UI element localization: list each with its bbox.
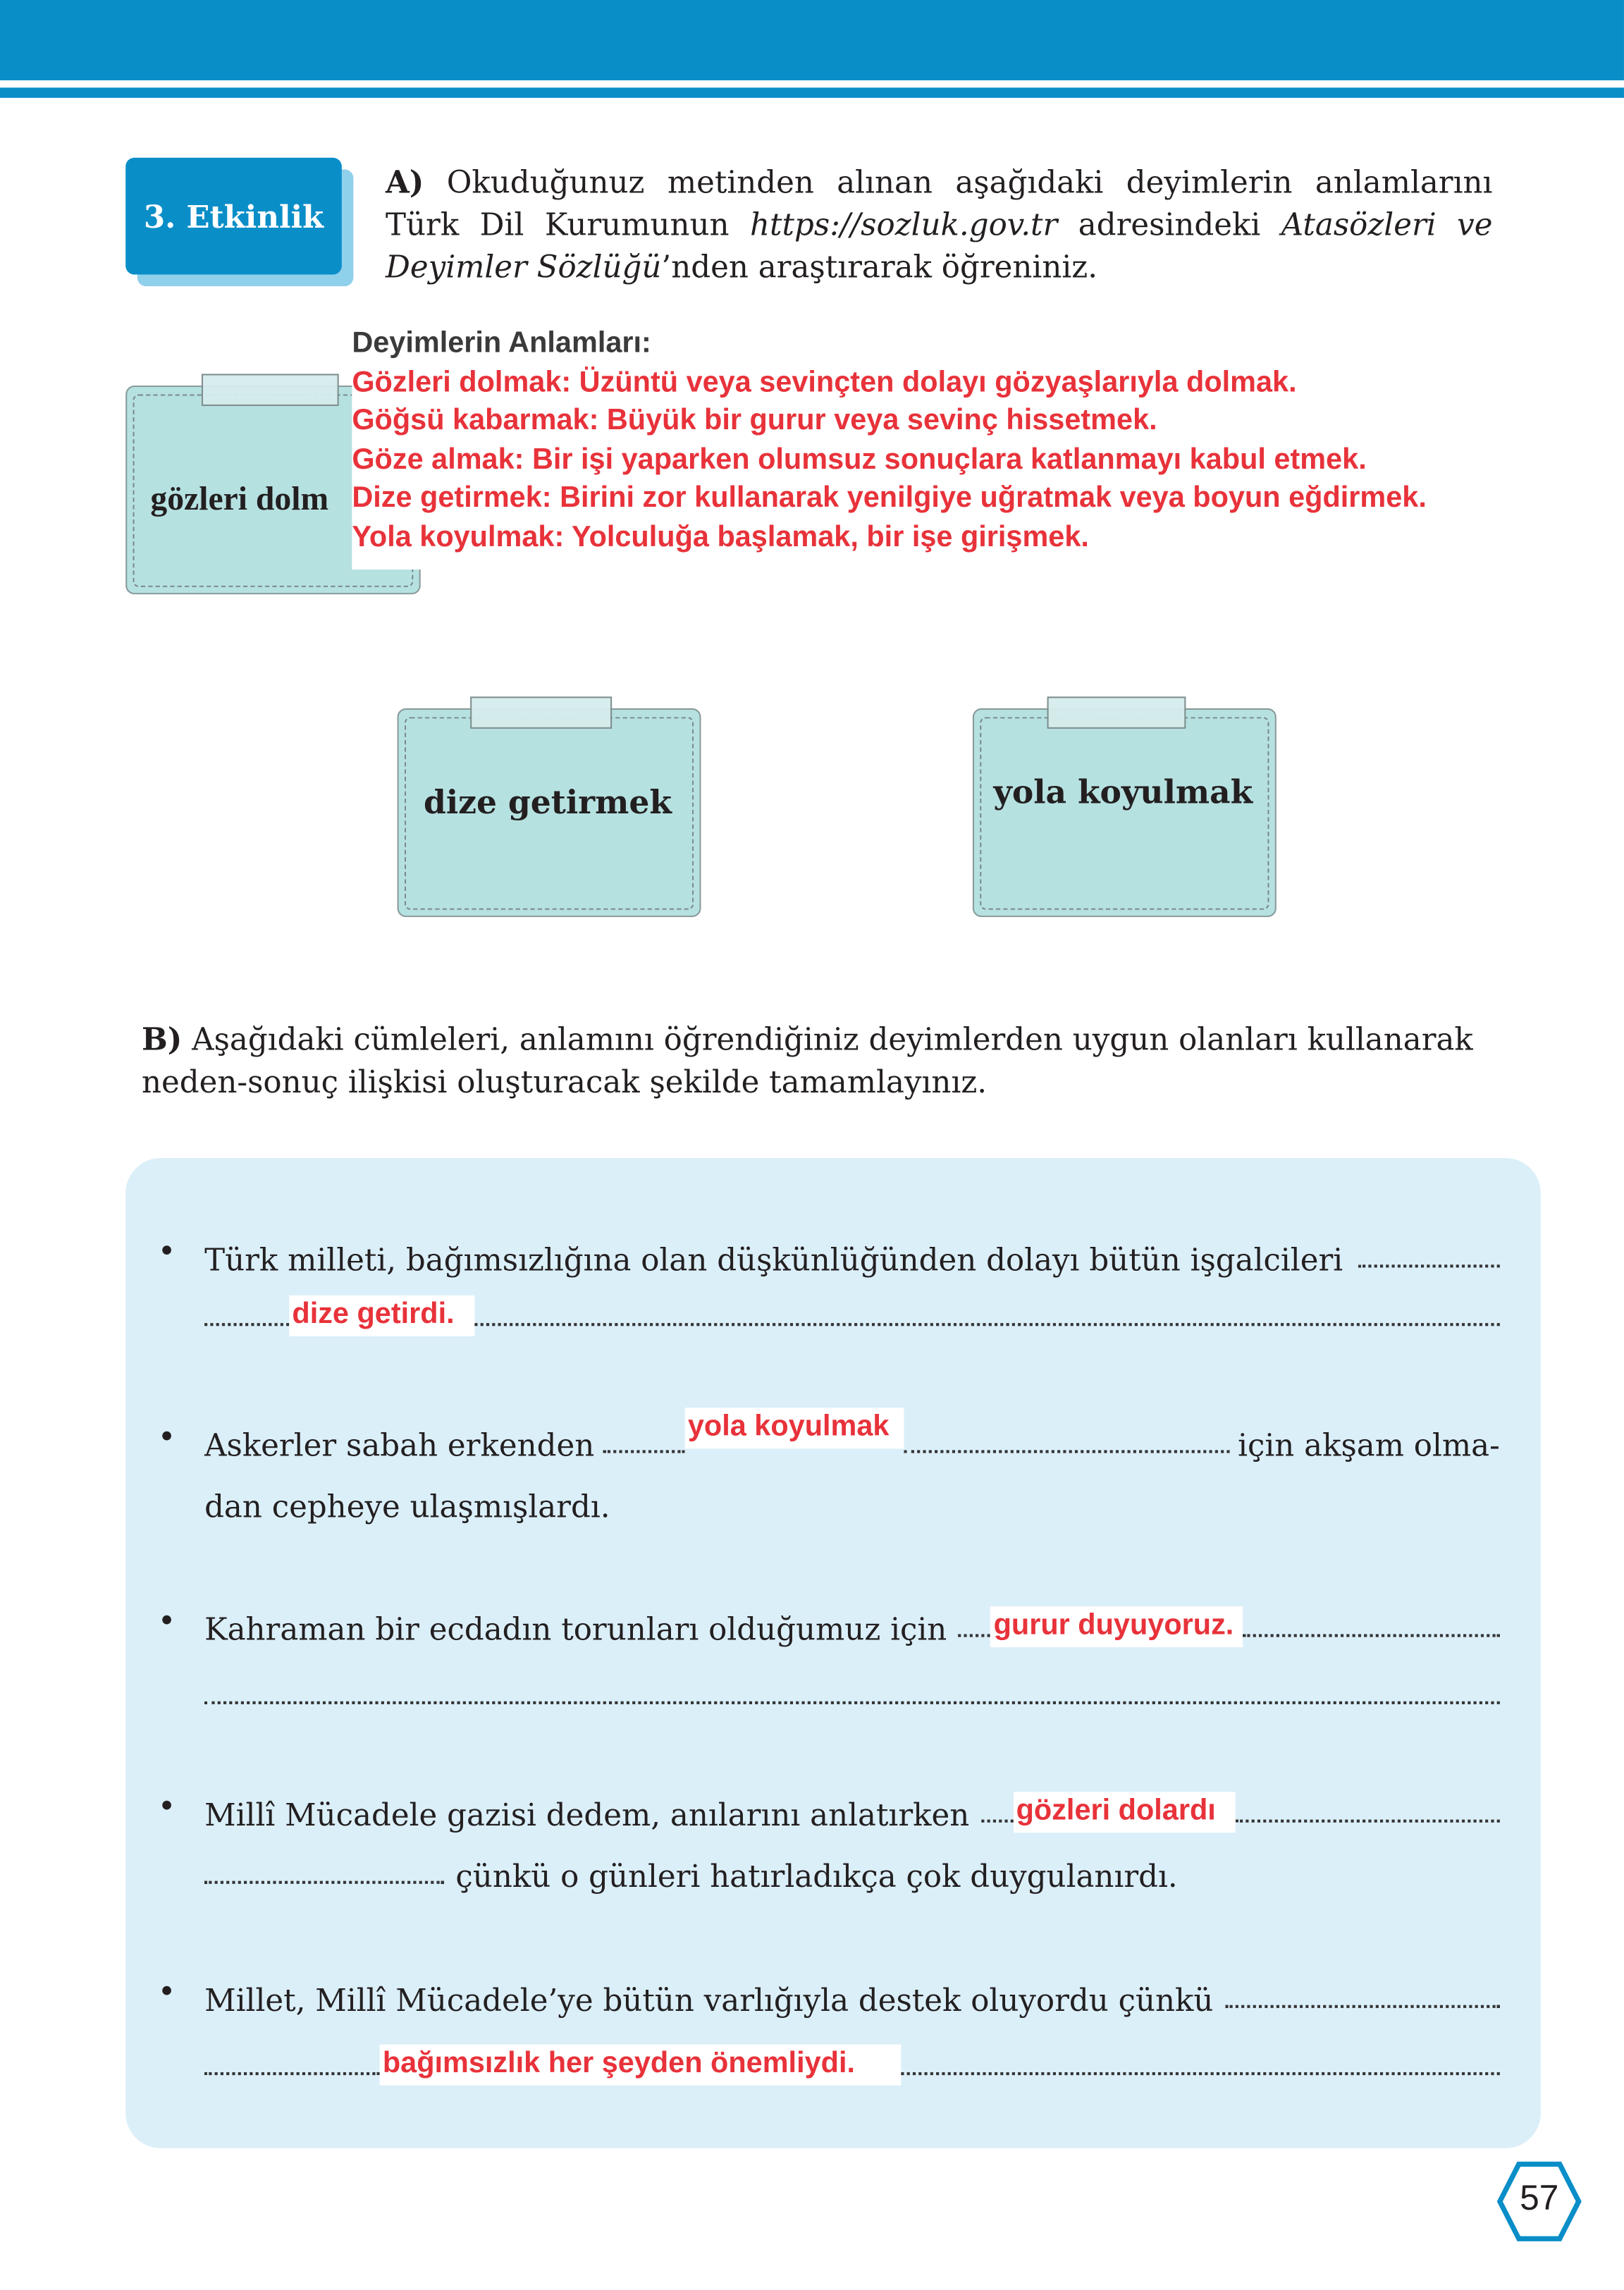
sentence-text: dan cepheye ulaşmışlardı. <box>204 1489 610 1525</box>
tape <box>470 696 612 729</box>
dictionary-name: Atasözleri ve Deyimler Sözlüğü <box>385 207 1493 285</box>
part-b-label: B) <box>141 1021 183 1058</box>
bullet: • <box>157 1419 176 1455</box>
sentence-text: Kahraman bir ecdadın torunları olduğumuz için <box>204 1612 947 1648</box>
idiom-card-text: yola koyulmak <box>993 774 1253 812</box>
sentence-text: Millet, Millî Mücadele’ye bütün varlığıyla destek oluyordu çünkü <box>204 1983 1214 2019</box>
answer-field[interactable]: gözleri dolardı <box>1013 1792 1236 1833</box>
bullet: • <box>157 1789 176 1824</box>
tape <box>1047 696 1186 729</box>
bullet: • <box>157 1974 176 2009</box>
answer-field[interactable]: bağımsızlık her şeyden önemliydi. <box>380 2045 902 2086</box>
bullet: • <box>157 1603 176 1639</box>
idiom-meanings <box>352 324 1564 570</box>
meaning-item: Göğsü kabarmak: Büyük bir gurur veya sevinç hissetmek. <box>352 405 1157 437</box>
sentence-text: çünkü o günleri hatırladıkça çok duygulanırdı. <box>455 1859 1178 1895</box>
instr-text: adresindeki <box>1057 207 1281 242</box>
idiom-card-text: gözleri dolm <box>150 480 329 517</box>
instr-text: ’nden araştırarak öğreniniz. <box>661 250 1098 285</box>
part-a-instructions <box>386 161 1493 289</box>
idiom-card <box>973 708 1277 917</box>
meanings-heading: Deyimlerin Anlamları: <box>352 327 651 359</box>
dictionary-url[interactable]: https://sozluk.gov.tr <box>750 207 1058 242</box>
answer-field[interactable]: yola koyulmak <box>685 1408 904 1448</box>
sentence-text: Millî Mücadele gazisi dedem, anılarını anlatırken <box>204 1797 970 1833</box>
page-number: 57 <box>1520 2179 1559 2219</box>
bullet: • <box>157 1233 176 1269</box>
sentence-text: Türk milleti, bağımsızlığına olan düşkünlüğünden dolayı bütün işgalcileri <box>204 1243 1343 1278</box>
answer-field[interactable]: gurur duyuyoruz. <box>990 1606 1242 1647</box>
sentence-text: Askerler sabah erkenden <box>204 1428 595 1464</box>
header-band <box>0 0 1624 80</box>
part-b-instructions <box>142 1018 1523 1104</box>
header-line <box>0 87 1624 98</box>
meaning-item: Yola koyulmak: Yolculuğa başlamak, bir işe girişmek. <box>352 521 1089 554</box>
sentence-text: için akşam olma- <box>1238 1428 1500 1464</box>
activity-badge: 3. Etkinlik <box>125 158 342 275</box>
part-a-label: A) <box>385 164 424 200</box>
instr-text: Aşağıdaki cümleleri, anlamını öğrendiğiniz deyimlerden uygun olanları kullanarak neden-sonuç ilişkisi oluşturacak şekilde tamamlayınız. <box>141 1022 1473 1100</box>
meaning-item: Göze almak: Bir işi yaparken olumsuz sonuçlara katlanmayı kabul etmek. <box>352 443 1367 476</box>
idiom-card-text: dize getirmek <box>423 784 672 823</box>
instr-text: Okuduğunuz metinden alınan aşağıdaki deyimlerin anlamlarını Türk Dil Kurumunun <box>385 165 1493 242</box>
tape <box>202 374 339 406</box>
meaning-item: Dize getirmek: Birini zor kullanarak yenilgiye uğratmak veya boyun eğdirmek. <box>352 482 1427 515</box>
answer-field[interactable]: dize getirdi. <box>289 1295 474 1336</box>
meaning-item: Gözleri dolmak: Üzüntü veya sevinçten dolayı gözyaşlarıyla dolmak. <box>352 366 1297 398</box>
